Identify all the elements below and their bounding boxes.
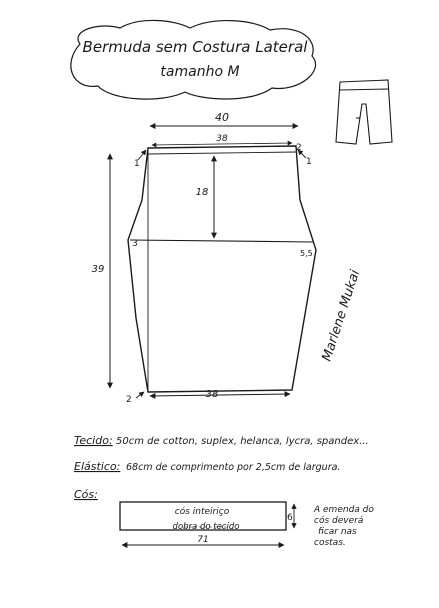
dim-38-hem-label: 38: [205, 389, 219, 400]
waistband-note-1: A emenda do: [314, 505, 374, 515]
fold-label: dobra do tecido: [172, 522, 240, 532]
elastic-label: Elástico:: [74, 460, 121, 473]
waistband-label-text: cós inteiriço: [174, 507, 230, 517]
point-3: 3: [132, 239, 138, 249]
fabric-text: 50cm de cotton, suplex, helanca, lycra, spandex...: [116, 436, 369, 447]
elastic-text: 68cm de comprimento por 2,5cm de largura.: [126, 462, 341, 473]
notes: [74, 434, 369, 501]
shorts-illustration: [336, 80, 392, 144]
point-2-bottom-arrow: [136, 392, 144, 398]
waistband-note-3: ficar nas: [318, 527, 357, 537]
crotch-depth-label: 5,5: [300, 249, 313, 258]
fabric-label: Tecido:: [74, 434, 113, 447]
point-1-right: 1: [306, 157, 312, 167]
dim-38-top-label: 38: [216, 134, 228, 144]
dim-18-label: 18: [195, 187, 209, 198]
title-line2: tamanho M: [160, 64, 240, 80]
point-1-left: 1: [134, 159, 140, 169]
cloud-outline: [71, 20, 316, 99]
pattern-piece: [128, 146, 316, 392]
waistband-note-4: costas.: [314, 538, 346, 548]
waistband-note-2: cós deverá: [314, 516, 364, 526]
title-cloud: [71, 20, 316, 99]
point-2-bottom: 2: [126, 395, 132, 405]
dim-39-label: 39: [91, 264, 105, 275]
dim-38-hem-line: [150, 394, 290, 396]
dim-40-label: 40: [215, 111, 229, 124]
waistband-diagram: [120, 502, 374, 548]
title-line1: Bermuda sem Costura Lateral: [82, 38, 308, 56]
waistband-label: Cós:: [74, 488, 98, 501]
waistband-height-label: 6: [287, 513, 293, 523]
signature: Marlene Mukai: [319, 268, 364, 364]
waistband-length-label: 71: [197, 535, 209, 545]
point-2-top-right: 2: [296, 143, 302, 153]
